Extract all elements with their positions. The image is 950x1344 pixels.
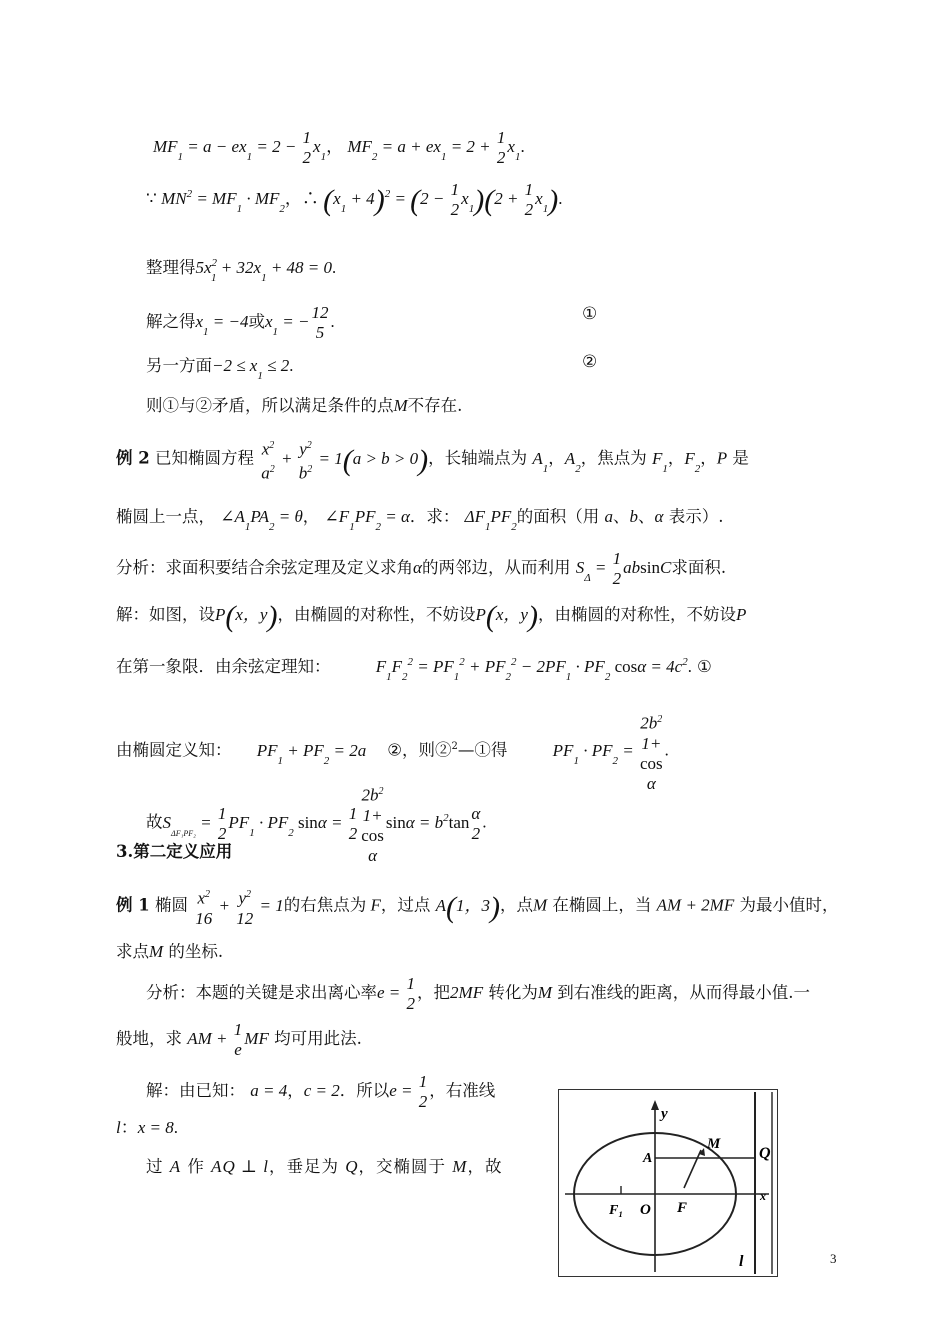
analysis-text: 分析：求面积要结合余弦定理及定义求角α的两邻边，从而利用 $S_\Delta$ = 1 2 absinC求面积. bbox=[116, 549, 727, 588]
ellipse-diagram bbox=[559, 1090, 777, 1276]
ellipse-definition-line: 由椭圆定义知： $PF_1 + PF_2 = 2a$ ②，则②$^2$—①得 $PF_1 \cdot PF_2$ = $2b^2$ 1+ cos α . bbox=[116, 713, 669, 793]
example-2-line2: 椭圆上一点， $\angle A_1PA_2 = \theta$， $\angle F_1PF_2 = \alpha$．求： $\Delta F_1PF_2$的面积（用 a、b、α 表示）. bbox=[116, 507, 724, 533]
origin-label: O bbox=[640, 1202, 651, 1218]
section-3-heading: 3.第二定义应用 bbox=[116, 842, 233, 861]
analysis-2-line1: 分析：本题的关键是求出离心率e = 1 2 ，把2MF 转化为M 到右准线的距离，从而得最小值.一 bbox=[146, 974, 810, 1013]
solution-line1: 解：如图，设P(x，y)，由椭圆的对称性，不妨设P(x，y)，由椭圆的对称性，不妨设P bbox=[116, 600, 747, 633]
page-number: 3 bbox=[830, 1251, 837, 1266]
directrix-label: l bbox=[739, 1253, 744, 1270]
point-f-label: F bbox=[677, 1200, 688, 1216]
cosine-law-line: 在第一象限．由余弦定理知： $F_1F_2^2 = PF_1^2 + PF_2^2 - 2PF_1 \cdot PF_2$ $\cos\alpha = 4c^2$. ① bbox=[116, 656, 712, 683]
solution-2-line3: 过 A 作 AQ ⊥ l，垂足为 Q，交椭圆于 M，故 bbox=[146, 1157, 503, 1176]
equation-mf: $MF_1 = a - ex_1 = 2$ − 1 2 $x_1$， $MF_2 = a + ex_1 = 2$ + 1 2 $x_1$. bbox=[153, 128, 525, 167]
solution-2-line1: 解：由已知： a = 4，c = 2．所以e = 1 2 ，右准线 bbox=[146, 1072, 496, 1111]
equation-range: 另一方面$-2 \le x_1 \le 2$. bbox=[146, 356, 294, 382]
conclusion-text: 则①与②矛盾，所以满足条件的点M不存在. bbox=[146, 396, 463, 415]
x-axis-label: x bbox=[760, 1189, 766, 1203]
example-2-statement: 例 2 已知椭圆方程 $x^2$ $a^2$ + $y^2$ $b^2$ = 1(a > b > 0)，长轴端点为 $A_1$，$A_2$，焦点为 $F_1$，$F_2$，P 是 bbox=[116, 439, 749, 483]
point-f1-label: F₁ bbox=[609, 1203, 624, 1218]
y-axis-label: y bbox=[661, 1106, 668, 1122]
equation-mn: ∵ $MN^2 = MF_1 \cdot MF_2$，∴ $(x_1 + 4)^2 = (2$ − 1 2 $x_1)(2$ + 1 2 $x_1$). bbox=[146, 180, 563, 219]
point-m-label: M bbox=[707, 1136, 721, 1152]
example-1-statement: 例 1 椭圆 $x^2$ 16 + $y^2$ 12 = 1的右焦点为 F，过点 A(1，3)，点M 在椭圆上，当 AM + 2MF 为最小值时， bbox=[116, 888, 839, 928]
analysis-2-line2: 般地，求 AM + 1 e MF 均可用此法. bbox=[116, 1020, 362, 1059]
point-a-label: A bbox=[643, 1151, 653, 1166]
point-q-label: Q bbox=[759, 1145, 771, 1162]
ellipse-figure bbox=[558, 1089, 778, 1277]
circled-one-mark: ① bbox=[582, 304, 598, 324]
solution-2-line2: l：x = 8. bbox=[116, 1118, 179, 1137]
circled-two-mark: ② bbox=[582, 352, 598, 372]
example-1-line2: 求点M 的坐标. bbox=[116, 942, 224, 961]
area-result-line: 故$S_{\Delta F_1PF_2}$ = 1 2 $PF_1 \cdot PF_2$ sinα = 1 2 $2b^2$ 1+ cos α $\sin\alpha = b^2\tan$ α 2 . bbox=[146, 785, 487, 865]
equation-simplify: 整理得$5x^2_1 + 32x_1 + 48 = 0$. bbox=[146, 257, 337, 284]
equation-solve: 解之得$x_1 = -4$或$x_1$ = − 12 5 . bbox=[146, 303, 335, 342]
